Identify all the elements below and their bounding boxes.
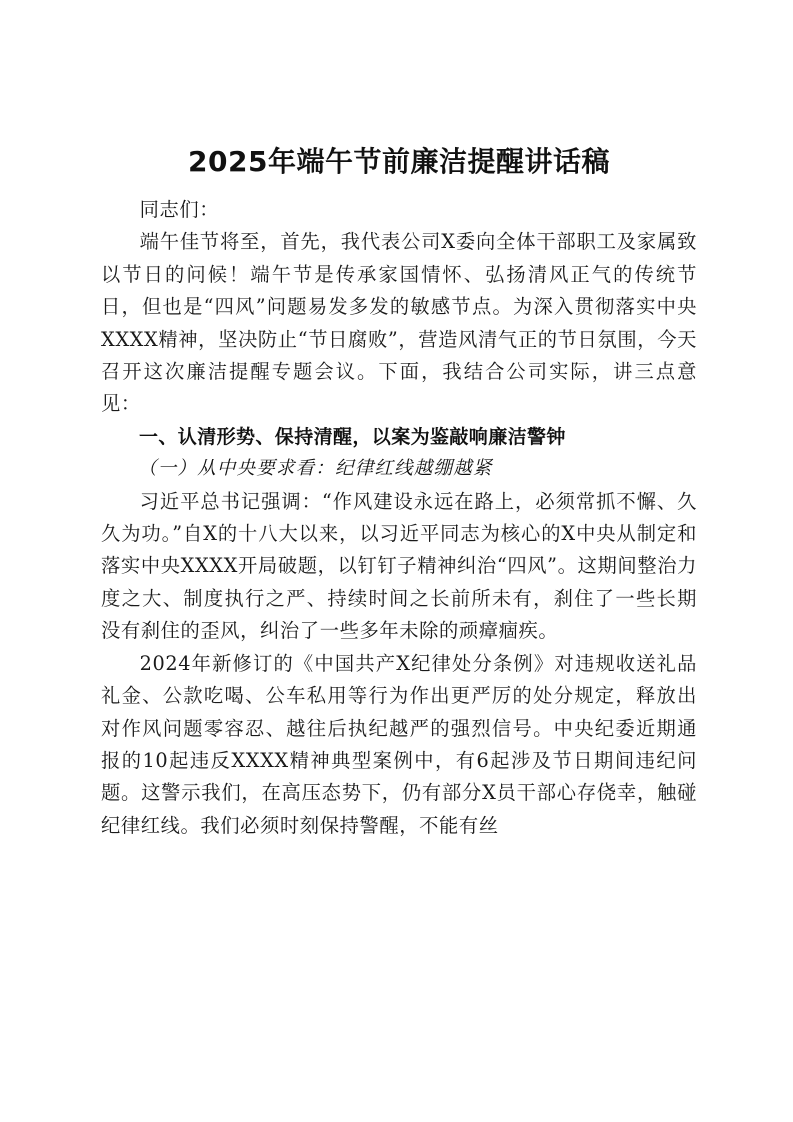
subsection-heading-1: （一）从中央要求看：纪律红线越绷越紧 xyxy=(138,458,493,480)
body-paragraph-intro: 端午佳节将至，首先，我代表公司X委向全体干部职工及家属致以节日的问候！端午节是传承家国情怀、弘扬清风正气的传统节日，但也是“四风”问题易发多发的敏感节点。为深入贯彻落实中央XXXX精神，坚决防止“节日腐败”，营造风清气正的节日氛围，今天召开这次廉洁提醒专题会议。下面，我结合公司实际，讲三点意见： xyxy=(101,230,697,416)
document-page xyxy=(101,140,697,842)
body-paragraph: 习近平总书记强调：“作风建设永远在路上，必须常抓不懈、久久为功。”自X的十八大以来，以习近平同志为核心的X中央从制定和落实中央XXXX开局破题，以钉钉子精神纠治“四风”。这期间整治力度之大、制度执行之严、持续时间之长前所未有，刹住了一些长期没有刹住的歪风，纠治了一些多年未除的顽瘴痼疾。 xyxy=(101,489,697,643)
body-paragraph: 2024年新修订的《中国共产X纪律处分条例》对违规收送礼品礼金、公款吃喝、公车私用等行为作出更严厉的处分规定，释放出对作风问题零容忍、越往后执纪越严的强烈信号。中央纪委近期通报的10起违反XXXX精神典型案例中，有6起涉及节日期间违纪问题。这警示我们，在高压态势下，仍有部分X员干部心存侥幸，触碰纪律红线。我们必须时刻保持警醒，不能有丝 xyxy=(101,651,697,837)
section-heading-1: 一、认清形势、保持清醒，以案为鉴敲响廉洁警钟 xyxy=(139,425,566,448)
greeting: 同志们： xyxy=(139,198,220,221)
document-title: 2025年端午节前廉洁提醒讲话稿 xyxy=(188,145,610,178)
